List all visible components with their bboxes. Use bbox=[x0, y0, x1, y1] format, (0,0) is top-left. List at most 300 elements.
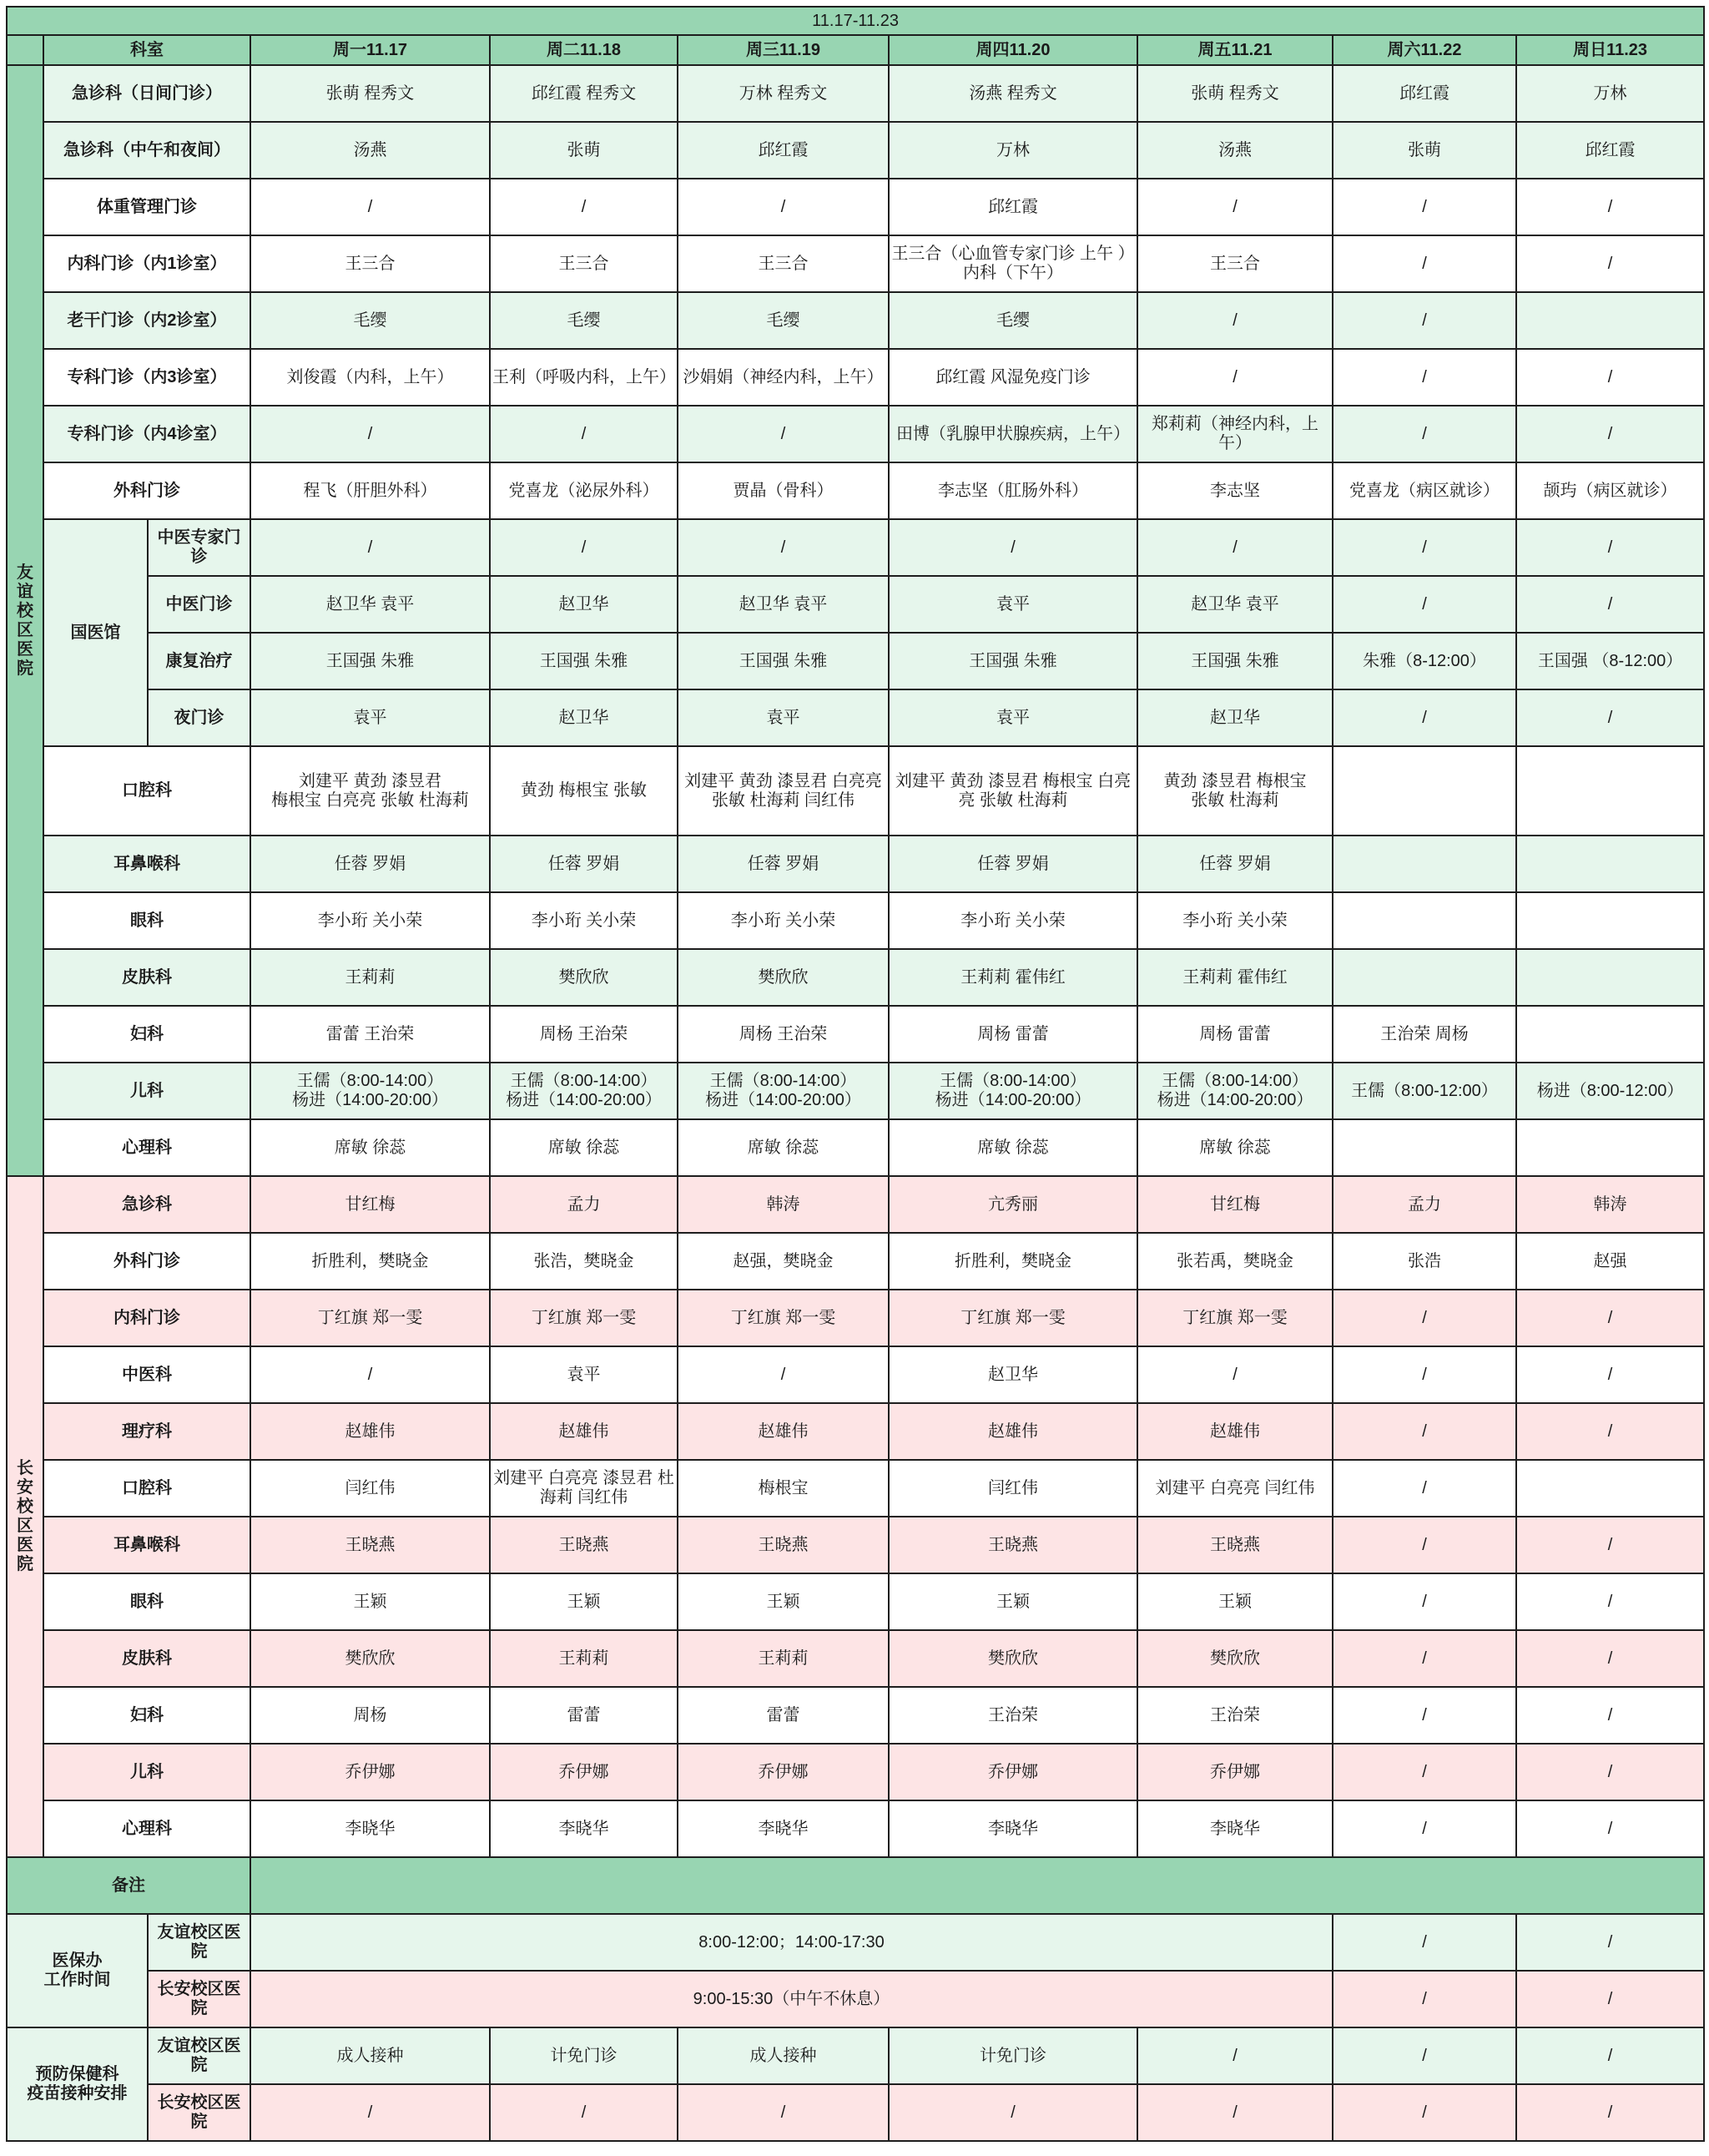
day-cell: / bbox=[1333, 2084, 1516, 2141]
header-day: 周六11.22 bbox=[1333, 35, 1516, 65]
dept-label: 夜门诊 bbox=[148, 689, 250, 746]
table-row bbox=[7, 633, 1704, 689]
table-row bbox=[7, 1403, 1704, 1460]
table-row bbox=[7, 1573, 1704, 1630]
day-cell: 雷蕾 王治荣 bbox=[250, 1006, 490, 1063]
day-cell: 张萌 程秀文 bbox=[1137, 65, 1333, 122]
day-cell: 丁红旗 郑一雯 bbox=[250, 1290, 490, 1346]
day-cell: 朱雅（8-12:00） bbox=[1333, 633, 1516, 689]
table-row bbox=[7, 1290, 1704, 1346]
day-cell: / bbox=[1333, 1971, 1516, 2027]
day-cell: / bbox=[1516, 1290, 1704, 1346]
day-cell: 袁平 bbox=[889, 689, 1137, 746]
day-cell: / bbox=[1516, 1573, 1704, 1630]
table-row bbox=[7, 1800, 1704, 1857]
day-cell: 计免门诊 bbox=[490, 2027, 678, 2084]
day-cell: 乔伊娜 bbox=[1137, 1744, 1333, 1800]
day-cell: 张浩，樊晓金 bbox=[490, 1233, 678, 1290]
day-cell: 王治荣 bbox=[1137, 1687, 1333, 1744]
day-cell: 李晓华 bbox=[678, 1800, 889, 1857]
day-cell: 沙娟娟（神经内科，上午） bbox=[678, 349, 889, 406]
day-cell: 周杨 王治荣 bbox=[490, 1006, 678, 1063]
day-cell: / bbox=[1333, 1914, 1516, 1971]
header-day: 周二11.18 bbox=[490, 35, 678, 65]
dept-label: 心理科 bbox=[43, 1119, 250, 1176]
notes-label: 备注 bbox=[7, 1857, 250, 1914]
day-cell: 王国强 朱雅 bbox=[490, 633, 678, 689]
day-cell: / bbox=[678, 519, 889, 576]
day-cell: 毛缨 bbox=[250, 292, 490, 349]
day-cell: 任蓉 罗娟 bbox=[1137, 836, 1333, 892]
day-cell: 席敏 徐蕊 bbox=[678, 1119, 889, 1176]
day-cell: 王晓燕 bbox=[678, 1517, 889, 1573]
day-cell: 王治荣 周杨 bbox=[1333, 1006, 1516, 1063]
day-cell: / bbox=[1333, 406, 1516, 462]
day-cell: 王晓燕 bbox=[490, 1517, 678, 1573]
dept-label: 妇科 bbox=[43, 1687, 250, 1744]
dept-label: 耳鼻喉科 bbox=[43, 1517, 250, 1573]
table-row bbox=[7, 292, 1704, 349]
day-cell: 王国强 朱雅 bbox=[889, 633, 1137, 689]
day-cell: 乔伊娜 bbox=[889, 1744, 1137, 1800]
dept-label: 外科门诊 bbox=[43, 1233, 250, 1290]
vaccination-label: 预防保健科 疫苗接种安排 bbox=[7, 2027, 148, 2141]
day-cell: 王颖 bbox=[889, 1573, 1137, 1630]
day-cell: 李晓华 bbox=[889, 1800, 1137, 1857]
day-cell: / bbox=[1137, 292, 1333, 349]
day-cell: 赵强 bbox=[1516, 1233, 1704, 1290]
table-row bbox=[7, 2027, 1704, 2084]
day-cell: 王治荣 bbox=[889, 1687, 1137, 1744]
day-cell: 席敏 徐蕊 bbox=[250, 1119, 490, 1176]
day-cell: / bbox=[1516, 406, 1704, 462]
header-day: 周四11.20 bbox=[889, 35, 1137, 65]
day-cell: 任蓉 罗娟 bbox=[250, 836, 490, 892]
day-cell: 王颖 bbox=[490, 1573, 678, 1630]
header-dept: 科室 bbox=[43, 35, 250, 65]
table-row bbox=[7, 836, 1704, 892]
day-cell: / bbox=[1333, 1290, 1516, 1346]
day-cell: 汤燕 bbox=[1137, 122, 1333, 179]
day-cell: 张萌 bbox=[1333, 122, 1516, 179]
day-cell: 席敏 徐蕊 bbox=[889, 1119, 1137, 1176]
day-cell: 张萌 程秀文 bbox=[250, 65, 490, 122]
day-cell: 雷蕾 bbox=[678, 1687, 889, 1744]
day-cell: / bbox=[1333, 1517, 1516, 1573]
day-cell: 毛缨 bbox=[678, 292, 889, 349]
dept-label: 耳鼻喉科 bbox=[43, 836, 250, 892]
dept-label: 眼科 bbox=[43, 892, 250, 949]
day-cell: 赵卫华 bbox=[490, 689, 678, 746]
day-cell: 周杨 王治荣 bbox=[678, 1006, 889, 1063]
table-row bbox=[7, 1063, 1704, 1119]
day-cell: 王莉莉 霍伟红 bbox=[1137, 949, 1333, 1006]
day-cell: 乔伊娜 bbox=[490, 1744, 678, 1800]
day-cell: 王儒（8:00-14:00） 杨进（14:00-20:00） bbox=[678, 1063, 889, 1119]
day-cell: 王三合 bbox=[490, 235, 678, 292]
day-cell: / bbox=[1333, 576, 1516, 633]
table-row bbox=[7, 462, 1704, 519]
day-cell: / bbox=[678, 2084, 889, 2141]
day-cell: 樊欣欣 bbox=[678, 949, 889, 1006]
day-cell: 樊欣欣 bbox=[1137, 1630, 1333, 1687]
day-cell: 李小珩 关小荣 bbox=[250, 892, 490, 949]
dept-label: 专科门诊（内3诊室） bbox=[43, 349, 250, 406]
day-cell: 汤燕 程秀文 bbox=[889, 65, 1137, 122]
day-cell: 任蓉 罗娟 bbox=[889, 836, 1137, 892]
day-cell: 席敏 徐蕊 bbox=[1137, 1119, 1333, 1176]
day-cell: 梅根宝 bbox=[678, 1460, 889, 1517]
day-cell: 赵卫华 袁平 bbox=[250, 576, 490, 633]
day-cell: 赵雄伟 bbox=[678, 1403, 889, 1460]
day-cell: 李晓华 bbox=[490, 1800, 678, 1857]
day-cell: 闫红伟 bbox=[889, 1460, 1137, 1517]
day-cell bbox=[1516, 746, 1704, 836]
day-cell: 万林 bbox=[889, 122, 1137, 179]
day-cell: / bbox=[1333, 689, 1516, 746]
day-cell: 袁平 bbox=[678, 689, 889, 746]
day-cell: 成人接种 bbox=[678, 2027, 889, 2084]
medical-office-label: 医保办 工作时间 bbox=[7, 1914, 148, 2027]
day-cell: 闫红伟 bbox=[250, 1460, 490, 1517]
dept-label: 老干门诊（内2诊室） bbox=[43, 292, 250, 349]
table-row bbox=[7, 1857, 1704, 1914]
day-cell: / bbox=[1516, 1971, 1704, 2027]
day-cell: 赵卫华 bbox=[889, 1346, 1137, 1403]
day-cell: 刘建平 黄劲 漆昱君 白亮亮 张敏 杜海莉 闫红伟 bbox=[678, 746, 889, 836]
day-cell: 袁平 bbox=[889, 576, 1137, 633]
day-cell bbox=[1516, 1460, 1704, 1517]
day-cell: 田博（乳腺甲状腺疾病，上午） bbox=[889, 406, 1137, 462]
day-cell: 刘俊霞（内科，上午） bbox=[250, 349, 490, 406]
table-row bbox=[7, 1914, 1704, 1971]
office-hours: 8:00-12:00；14:00-17:30 bbox=[250, 1914, 1333, 1971]
day-cell: / bbox=[1333, 519, 1516, 576]
day-cell: 韩涛 bbox=[1516, 1176, 1704, 1233]
day-cell: / bbox=[1516, 1687, 1704, 1744]
day-cell: / bbox=[1516, 179, 1704, 235]
day-cell: 王莉莉 bbox=[678, 1630, 889, 1687]
day-cell: 党喜龙（泌尿外科） bbox=[490, 462, 678, 519]
day-cell bbox=[1516, 892, 1704, 949]
day-cell: 赵强，樊晓金 bbox=[678, 1233, 889, 1290]
table-row bbox=[7, 892, 1704, 949]
day-cell: 王国强 朱雅 bbox=[678, 633, 889, 689]
day-cell: / bbox=[1137, 2084, 1333, 2141]
table-row bbox=[7, 1687, 1704, 1744]
day-cell: / bbox=[1137, 349, 1333, 406]
day-cell: 王莉莉 bbox=[490, 1630, 678, 1687]
day-cell: / bbox=[1516, 689, 1704, 746]
day-cell: / bbox=[1516, 1403, 1704, 1460]
day-cell: / bbox=[1516, 576, 1704, 633]
day-cell: / bbox=[678, 179, 889, 235]
day-cell: 折胜利，樊晓金 bbox=[250, 1233, 490, 1290]
table-row bbox=[7, 1346, 1704, 1403]
day-cell: 王儒（8:00-12:00） bbox=[1333, 1063, 1516, 1119]
day-cell: / bbox=[1333, 2027, 1516, 2084]
dept-label: 体重管理门诊 bbox=[43, 179, 250, 235]
day-cell: 孟力 bbox=[1333, 1176, 1516, 1233]
day-cell: 邱红霞 bbox=[889, 179, 1137, 235]
day-cell: 万林 bbox=[1516, 65, 1704, 122]
day-cell: 赵卫华 bbox=[1137, 689, 1333, 746]
campus-changan-label: 长 安 校 区 医 院 bbox=[7, 1176, 43, 1857]
dept-label: 皮肤科 bbox=[43, 1630, 250, 1687]
table-row bbox=[7, 1006, 1704, 1063]
table-row bbox=[7, 35, 1704, 65]
day-cell: 丁红旗 郑一雯 bbox=[490, 1290, 678, 1346]
day-cell: 杨进（8:00-12:00） bbox=[1516, 1063, 1704, 1119]
day-cell: / bbox=[1516, 1914, 1704, 1971]
header-corner bbox=[7, 35, 43, 65]
day-cell: 邱红霞 风湿免疫门诊 bbox=[889, 349, 1137, 406]
day-cell: 王颖 bbox=[678, 1573, 889, 1630]
day-cell: / bbox=[1333, 1573, 1516, 1630]
day-cell: / bbox=[889, 519, 1137, 576]
day-cell: 黄劲 漆昱君 梅根宝 张敏 杜海莉 bbox=[1137, 746, 1333, 836]
day-cell: / bbox=[678, 1346, 889, 1403]
day-cell: 张若禹，樊晓金 bbox=[1137, 1233, 1333, 1290]
day-cell: 折胜利，樊晓金 bbox=[889, 1233, 1137, 1290]
dept-label: 儿科 bbox=[43, 1063, 250, 1119]
day-cell: 王儒（8:00-14:00） 杨进（14:00-20:00） bbox=[490, 1063, 678, 1119]
day-cell: 赵雄伟 bbox=[250, 1403, 490, 1460]
day-cell: 黄劲 梅根宝 张敏 bbox=[490, 746, 678, 836]
day-cell bbox=[1516, 836, 1704, 892]
day-cell: / bbox=[1137, 1346, 1333, 1403]
schedule-table bbox=[6, 6, 1705, 2142]
day-cell: 王颖 bbox=[250, 1573, 490, 1630]
dept-label: 妇科 bbox=[43, 1006, 250, 1063]
day-cell: 王利（呼吸内科，上午） bbox=[490, 349, 678, 406]
day-cell: / bbox=[1333, 349, 1516, 406]
day-cell: / bbox=[1516, 1630, 1704, 1687]
day-cell: 王国强 朱雅 bbox=[1137, 633, 1333, 689]
day-cell: 李小珩 关小荣 bbox=[678, 892, 889, 949]
day-cell: 李小珩 关小荣 bbox=[1137, 892, 1333, 949]
day-cell: 樊欣欣 bbox=[250, 1630, 490, 1687]
table-row bbox=[7, 1744, 1704, 1800]
day-cell: / bbox=[1516, 519, 1704, 576]
day-cell: 王国强 （8-12:00） bbox=[1516, 633, 1704, 689]
table-row bbox=[7, 122, 1704, 179]
day-cell: 亢秀丽 bbox=[889, 1176, 1137, 1233]
day-cell bbox=[1333, 746, 1516, 836]
table-row bbox=[7, 746, 1704, 836]
day-cell: 王儒（8:00-14:00） 杨进（14:00-20:00） bbox=[1137, 1063, 1333, 1119]
day-cell: 邱红霞 bbox=[678, 122, 889, 179]
day-cell: / bbox=[490, 179, 678, 235]
day-cell: / bbox=[490, 519, 678, 576]
day-cell: / bbox=[1516, 235, 1704, 292]
day-cell: 王晓燕 bbox=[1137, 1517, 1333, 1573]
day-cell: 李晓华 bbox=[250, 1800, 490, 1857]
day-cell: / bbox=[490, 406, 678, 462]
day-cell: 王三合（心血管专家门诊 上午 ） 内科（下午） bbox=[889, 235, 1137, 292]
day-cell: / bbox=[1516, 2084, 1704, 2141]
day-cell: 樊欣欣 bbox=[490, 949, 678, 1006]
day-cell: / bbox=[1516, 2027, 1704, 2084]
table-row bbox=[7, 2084, 1704, 2141]
day-cell: 赵卫华 bbox=[490, 576, 678, 633]
day-cell: 周杨 bbox=[250, 1687, 490, 1744]
day-cell: 邱红霞 bbox=[1516, 122, 1704, 179]
table-row bbox=[7, 179, 1704, 235]
day-cell: 雷蕾 bbox=[490, 1687, 678, 1744]
campus-label: 友谊校区医院 bbox=[148, 1914, 250, 1971]
day-cell: / bbox=[250, 2084, 490, 2141]
day-cell: 王三合 bbox=[1137, 235, 1333, 292]
day-cell: 王三合 bbox=[250, 235, 490, 292]
header-day: 周一11.17 bbox=[250, 35, 490, 65]
campus-label: 长安校区医院 bbox=[148, 1971, 250, 2027]
day-cell: 周杨 雷蕾 bbox=[889, 1006, 1137, 1063]
campus-label: 友谊校区医院 bbox=[148, 2027, 250, 2084]
day-cell: / bbox=[1516, 349, 1704, 406]
day-cell: / bbox=[1137, 179, 1333, 235]
day-cell: / bbox=[1333, 1744, 1516, 1800]
dept-label: 皮肤科 bbox=[43, 949, 250, 1006]
day-cell: / bbox=[250, 1346, 490, 1403]
day-cell: 孟力 bbox=[490, 1176, 678, 1233]
campus-youyi-label: 友 谊 校 区 医 院 bbox=[7, 65, 43, 1176]
table-row bbox=[7, 689, 1704, 746]
day-cell bbox=[1333, 949, 1516, 1006]
day-cell: 乔伊娜 bbox=[250, 1744, 490, 1800]
group-guoyiguan: 国医馆 bbox=[43, 519, 148, 746]
table-row bbox=[7, 349, 1704, 406]
day-cell: 张浩 bbox=[1333, 1233, 1516, 1290]
table-row bbox=[7, 1233, 1704, 1290]
day-cell: 贾晶（骨科） bbox=[678, 462, 889, 519]
dept-label: 内科门诊 bbox=[43, 1290, 250, 1346]
dept-label: 外科门诊 bbox=[43, 462, 250, 519]
day-cell bbox=[1333, 1119, 1516, 1176]
day-cell: 袁平 bbox=[490, 1346, 678, 1403]
day-cell: 程飞（肝胆外科） bbox=[250, 462, 490, 519]
table-row bbox=[7, 1176, 1704, 1233]
day-cell: 赵卫华 袁平 bbox=[1137, 576, 1333, 633]
table-row bbox=[7, 1460, 1704, 1517]
day-cell: 王颖 bbox=[1137, 1573, 1333, 1630]
day-cell bbox=[1516, 292, 1704, 349]
day-cell: 万林 程秀文 bbox=[678, 65, 889, 122]
campus-label: 长安校区医院 bbox=[148, 2084, 250, 2141]
day-cell: / bbox=[250, 179, 490, 235]
day-cell: 邱红霞 程秀文 bbox=[490, 65, 678, 122]
day-cell: / bbox=[1137, 519, 1333, 576]
day-cell: 王儒（8:00-14:00） 杨进（14:00-20:00） bbox=[250, 1063, 490, 1119]
day-cell: / bbox=[1333, 235, 1516, 292]
dept-label: 专科门诊（内4诊室） bbox=[43, 406, 250, 462]
dept-label: 心理科 bbox=[43, 1800, 250, 1857]
day-cell: 王晓燕 bbox=[250, 1517, 490, 1573]
day-cell: 汤燕 bbox=[250, 122, 490, 179]
dept-label: 中医专家门诊 bbox=[148, 519, 250, 576]
day-cell: 袁平 bbox=[250, 689, 490, 746]
table-row bbox=[7, 949, 1704, 1006]
day-cell: / bbox=[1137, 2027, 1333, 2084]
day-cell: 李志坚（肛肠外科） bbox=[889, 462, 1137, 519]
notes-content bbox=[250, 1857, 1704, 1914]
office-hours: 9:00-15:30（中午不休息） bbox=[250, 1971, 1333, 2027]
day-cell: / bbox=[1333, 1403, 1516, 1460]
day-cell: 李小珩 关小荣 bbox=[889, 892, 1137, 949]
day-cell: / bbox=[889, 2084, 1137, 2141]
day-cell: 任蓉 罗娟 bbox=[490, 836, 678, 892]
day-cell: 成人接种 bbox=[250, 2027, 490, 2084]
table-row bbox=[7, 1630, 1704, 1687]
day-cell: / bbox=[250, 406, 490, 462]
day-cell: 邱红霞 bbox=[1333, 65, 1516, 122]
day-cell: 樊欣欣 bbox=[889, 1630, 1137, 1687]
table-row bbox=[7, 65, 1704, 122]
day-cell: 赵雄伟 bbox=[889, 1403, 1137, 1460]
dept-label: 内科门诊（内1诊室） bbox=[43, 235, 250, 292]
day-cell: / bbox=[1333, 1800, 1516, 1857]
day-cell: 丁红旗 郑一雯 bbox=[1137, 1290, 1333, 1346]
day-cell: 甘红梅 bbox=[1137, 1176, 1333, 1233]
day-cell: 乔伊娜 bbox=[678, 1744, 889, 1800]
day-cell: / bbox=[1516, 1346, 1704, 1403]
day-cell: / bbox=[1516, 1744, 1704, 1800]
table-row bbox=[7, 7, 1704, 35]
dept-label: 理疗科 bbox=[43, 1403, 250, 1460]
day-cell: / bbox=[1516, 1517, 1704, 1573]
day-cell: 刘建平 白亮亮 闫红伟 bbox=[1137, 1460, 1333, 1517]
day-cell: / bbox=[678, 406, 889, 462]
table-row bbox=[7, 406, 1704, 462]
day-cell: / bbox=[1333, 1460, 1516, 1517]
header-day: 周五11.21 bbox=[1137, 35, 1333, 65]
day-cell: / bbox=[1333, 1346, 1516, 1403]
table-row bbox=[7, 1517, 1704, 1573]
header-day: 周日11.23 bbox=[1516, 35, 1704, 65]
day-cell: 王莉莉 bbox=[250, 949, 490, 1006]
day-cell: 刘建平 白亮亮 漆昱君 杜 海莉 闫红伟 bbox=[490, 1460, 678, 1517]
day-cell: 王国强 朱雅 bbox=[250, 633, 490, 689]
header-day: 周三11.19 bbox=[678, 35, 889, 65]
day-cell bbox=[1516, 1006, 1704, 1063]
day-cell: / bbox=[1333, 179, 1516, 235]
day-cell: 毛缨 bbox=[490, 292, 678, 349]
day-cell: 王儒（8:00-14:00） 杨进（14:00-20:00） bbox=[889, 1063, 1137, 1119]
day-cell bbox=[1333, 892, 1516, 949]
dept-label: 儿科 bbox=[43, 1744, 250, 1800]
day-cell: 张萌 bbox=[490, 122, 678, 179]
day-cell: 丁红旗 郑一雯 bbox=[678, 1290, 889, 1346]
day-cell: 赵卫华 袁平 bbox=[678, 576, 889, 633]
dept-label: 急诊科 bbox=[43, 1176, 250, 1233]
table-row bbox=[7, 1119, 1704, 1176]
day-cell: 赵雄伟 bbox=[490, 1403, 678, 1460]
day-cell: / bbox=[1333, 292, 1516, 349]
day-cell: 李晓华 bbox=[1137, 1800, 1333, 1857]
day-cell: 刘建平 黄劲 漆昱君 梅根宝 白亮亮 张敏 杜海莉 bbox=[250, 746, 490, 836]
day-cell bbox=[1516, 949, 1704, 1006]
day-cell: / bbox=[1333, 1687, 1516, 1744]
day-cell: / bbox=[1333, 1630, 1516, 1687]
dept-label: 口腔科 bbox=[43, 746, 250, 836]
day-cell: 计免门诊 bbox=[889, 2027, 1137, 2084]
dept-label: 急诊科（日间门诊） bbox=[43, 65, 250, 122]
dept-label: 口腔科 bbox=[43, 1460, 250, 1517]
day-cell: 郑莉莉（神经内科，上午） bbox=[1137, 406, 1333, 462]
day-cell: 王三合 bbox=[678, 235, 889, 292]
day-cell: / bbox=[490, 2084, 678, 2141]
table-row bbox=[7, 235, 1704, 292]
